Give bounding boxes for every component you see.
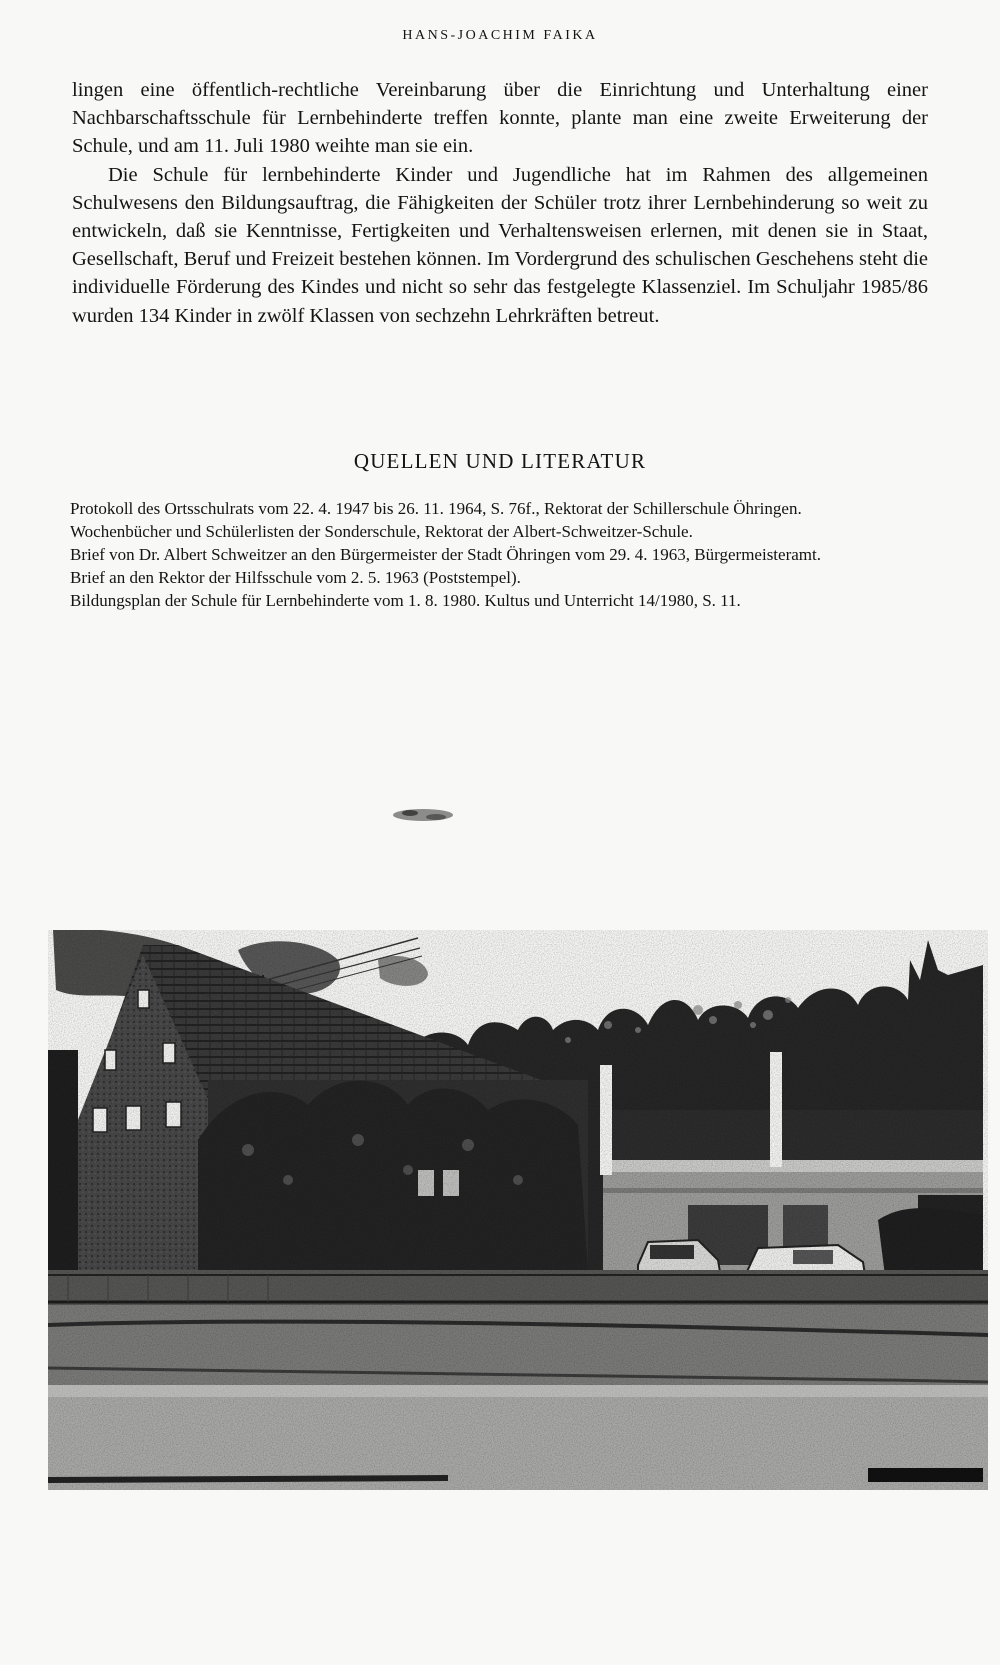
sources-heading: QUELLEN UND LITERATUR — [353, 449, 647, 473]
source-entry: Brief an den Rektor der Hilfsschule vom 2. 5. 1963 (Poststempel). — [70, 568, 521, 587]
photocopy-smudge — [388, 804, 458, 826]
source-entry: Protokoll des Ortsschulrats vom 22. 4. 1947 bis 26. 11. 1964, S. 76f., Rektorat der Schillerschule Öhringen. — [70, 499, 802, 518]
school-building-photo — [48, 930, 988, 1490]
source-entry: Bildungsplan der Schule für Lernbehinderte vom 1. 8. 1980. Kultus und Unterricht 14/1980, S. 11. — [70, 591, 741, 610]
source-entry: Wochenbücher und Schülerlisten der Sonderschule, Rektorat der Albert-Schweitzer-Schule. — [70, 522, 693, 541]
body-text — [72, 76, 928, 330]
sources-list — [70, 497, 930, 612]
paragraph-school-mission: Die Schule für lernbehinderte Kinder und Jugendliche hat im Rahmen des allgemeinen Schulwesens den Bildungsauftrag, die Fähigkeiten der Schüler trotz ihrer Lernbehinderung so weit zu entwickeln, daß sie Kenntnisse, Fertigkeiten und Verhaltensweisen erlernen, mit denen sie in Staat, Gesellschaft, Beruf und Freizeit bestehen können. Im Vordergrund des schulischen Geschehens steht die individuelle Förderung des Kindes und nicht so sehr das festgelegte Klassenziel. Im Schuljahr 1985/86 wurden 134 Kinder in zwölf Klassen von sechzehn Lehrkräften betreut. — [72, 163, 928, 327]
source-entry: Brief von Dr. Albert Schweitzer an den Bürgermeister der Stadt Öhringen vom 29. 4. 1963, Bürgermeisteramt. — [70, 545, 821, 564]
running-head-author: HANS-JOACHIM FAIKA — [402, 28, 598, 43]
paragraph-continuation: lingen eine öffentlich-rechtliche Vereinbarung über die Einrichtung und Unterhaltung einer Nachbarschaftsschule für Lernbehinderte treffen konnte, plante man eine zweite Erweiterung der Schule, und am 11. Juli 1980 weihte man sie ein. — [72, 79, 928, 158]
